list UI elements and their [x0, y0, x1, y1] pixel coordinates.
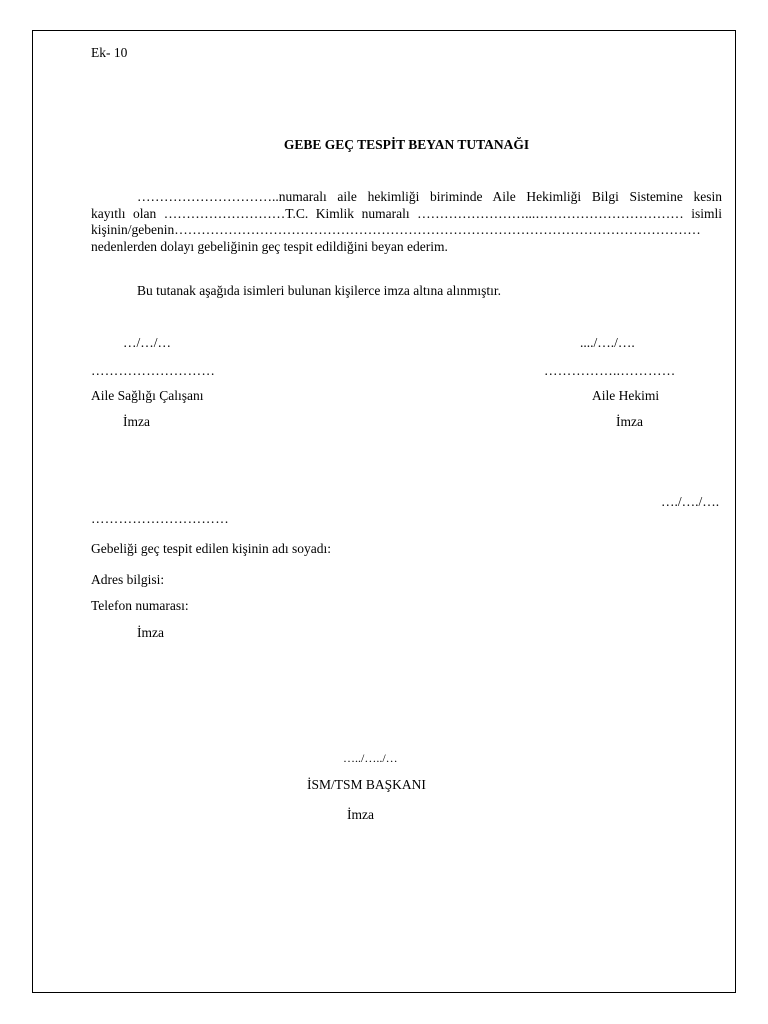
family-doctor-signature: İmza: [616, 414, 643, 429]
family-doctor-role: Aile Hekimi: [592, 388, 660, 403]
pregnant-person-signature: İmza: [137, 625, 164, 640]
ism-tsm-head-date: …../…../…: [343, 751, 398, 765]
address-label: Adres bilgisi:: [91, 572, 165, 587]
signature-statement: Bu tutanak aşağıda isimleri bulunan kişilerce imza altına alınmıştır.: [137, 283, 502, 298]
annex-label: Ek- 10: [91, 45, 128, 60]
declaration-line-3: kişinin/gebenin………………………………………………………………………………………………………: [91, 222, 701, 237]
pregnant-person-name-label: Gebeliği geç tespit edilen kişinin adı soyadı:: [91, 541, 331, 556]
pregnant-person-date: …./…./….: [661, 494, 720, 509]
family-doctor-name-blank: ……………..…………: [544, 363, 676, 378]
declaration-line-2: kayıtlı olan ………………………T.C. Kimlik numaralı ……………………...…………………………… isimli: [91, 205, 722, 221]
ism-tsm-head-signature: İmza: [347, 807, 374, 822]
ism-tsm-head-role: İSM/TSM BAŞKANI: [307, 777, 426, 792]
health-worker-signature: İmza: [123, 414, 150, 429]
declaration-line-4: nedenlerden dolayı gebeliğinin geç tespit edildiğini beyan ederim.: [91, 238, 448, 254]
declaration-line-1: …………………………..numaralı aile hekimliği biriminde Aile Hekimliği Bilgi Sistemine kesin: [137, 189, 722, 204]
declaration-paragraph: [91, 189, 722, 255]
health-worker-date: …/…/…: [123, 335, 172, 350]
document-title: GEBE GEÇ TESPİT BEYAN TUTANAĞI: [283, 137, 530, 152]
health-worker-role: Aile Sağlığı Çalışanı: [91, 388, 204, 403]
family-doctor-date: ..../…./….: [580, 335, 635, 350]
phone-label: Telefon numarası:: [91, 598, 189, 613]
health-worker-name-blank: ………………………: [91, 363, 216, 378]
pregnant-person-name-blank: …………………………: [91, 511, 229, 526]
